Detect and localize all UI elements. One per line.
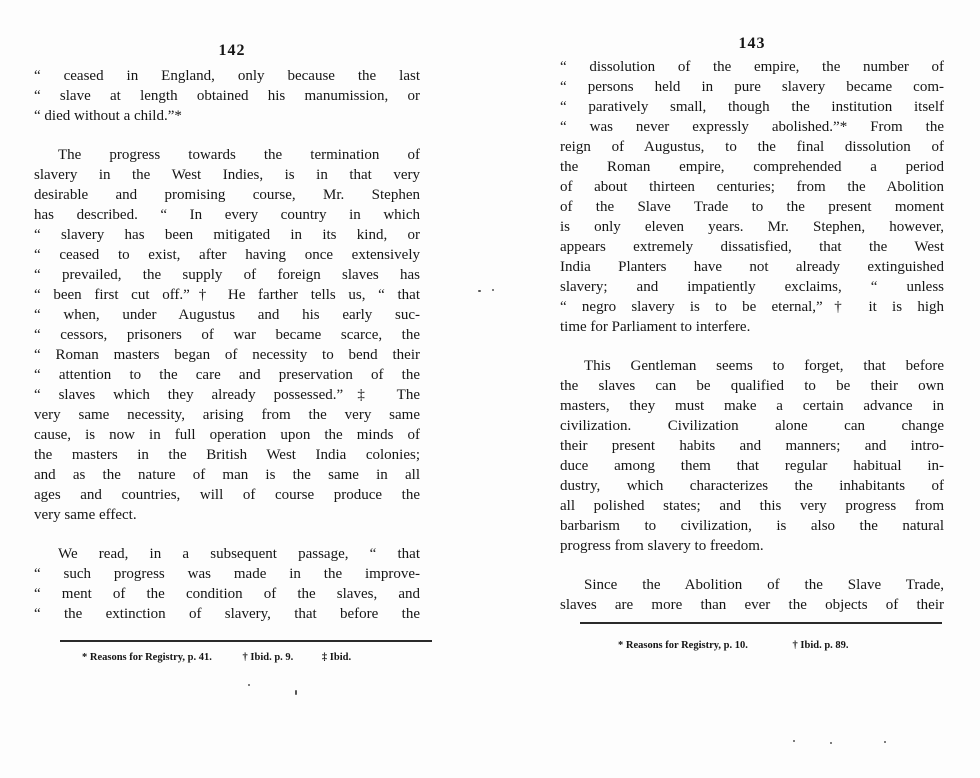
scan-speck bbox=[492, 289, 494, 291]
footnote-rule bbox=[60, 640, 432, 642]
text-line: barbarism to civilization, is also the natural bbox=[560, 518, 944, 534]
paragraph bbox=[560, 57, 944, 337]
text-line: slaves are more than ever the objects of their bbox=[560, 597, 944, 613]
footnote: ‡ Ibid. bbox=[321, 652, 352, 663]
text-line: slavery in the West Indies, is in that very bbox=[34, 167, 420, 183]
scan-speck bbox=[793, 740, 795, 742]
text-line: duce among them that regular habitual in- bbox=[560, 458, 944, 474]
footnote-rule bbox=[580, 622, 942, 624]
text-line: “ dissolution of the empire, the number of bbox=[560, 59, 944, 75]
text-line: “ the extinction of slavery, that before the bbox=[34, 606, 420, 622]
text-line: “ slaves which they already possessed.”‡ The bbox=[34, 387, 420, 403]
text-line: ages and countries, will of course produce the bbox=[34, 487, 420, 503]
text-line: “ was never expressly abolished.”* From the bbox=[560, 119, 944, 135]
text-line: the Roman empire, comprehended a period bbox=[560, 159, 944, 175]
text-line: is only eleven years. Mr. Stephen, however, bbox=[560, 219, 944, 235]
text-line: the masters in the British West India colonies; bbox=[34, 447, 420, 463]
text-line: The progress towards the termination of bbox=[58, 147, 420, 163]
text-line: “ cessors, prisoners of war became scarce, the bbox=[34, 327, 420, 343]
text-line: very same necessity, arising from the very same bbox=[34, 407, 420, 423]
text-line: very same effect. bbox=[34, 507, 137, 523]
scan-speck bbox=[295, 690, 297, 695]
text-line: “ Roman masters began of necessity to bend their bbox=[34, 347, 420, 363]
text-line: This Gentleman seems to forget, that before bbox=[584, 358, 944, 374]
text-line: We read, in a subsequent passage, “ that bbox=[58, 546, 420, 562]
text-line: “ attention to the care and preservation of the bbox=[34, 367, 420, 383]
page-number: 143 bbox=[738, 35, 766, 52]
text-line: appears extremely dissatisfied, that the West bbox=[560, 239, 944, 255]
text-line: “ negro slavery is to be eternal,”† it is high bbox=[560, 299, 944, 315]
text-line: “ died without a child.”* bbox=[34, 108, 182, 124]
scan-speck bbox=[884, 741, 886, 743]
text-line: “ slave at length obtained his manumission, or bbox=[34, 88, 420, 104]
paragraph bbox=[34, 145, 420, 525]
scan-speck bbox=[830, 742, 832, 744]
text-line: “ ment of the condition of the slaves, and bbox=[34, 586, 420, 602]
text-line: time for Parliament to interfere. bbox=[560, 319, 751, 335]
text-line: progress from slavery to freedom. bbox=[560, 538, 764, 554]
text-line: and as the nature of man is the same in all bbox=[34, 467, 420, 483]
text-line: “ such progress was made in the improve- bbox=[34, 566, 420, 582]
text-line: “ when, under Augustus and his early suc- bbox=[34, 307, 420, 323]
text-line: “ paratively small, though the institution itself bbox=[560, 99, 944, 115]
footnote: * Reasons for Registry, p. 41. bbox=[82, 652, 212, 663]
text-line: “ slavery has been mitigated in its kind, or bbox=[34, 227, 420, 243]
text-line: has described. “ In every country in which bbox=[34, 207, 420, 223]
text-line: masters, they must make a certain advance in bbox=[560, 398, 944, 414]
footnotes bbox=[82, 652, 351, 663]
paragraph bbox=[34, 544, 420, 624]
footnote: † Ibid. p. 9. bbox=[242, 652, 294, 663]
text-line: “ been first cut off.”† He farther tells us, “ that bbox=[34, 287, 420, 303]
text-line: “ ceased to exist, after having once extensively bbox=[34, 247, 420, 263]
text-line: the slaves can be qualified to be their own bbox=[560, 378, 944, 394]
footnote: † Ibid. p. 89. bbox=[792, 640, 849, 651]
text-line: all polished states; and this very progress from bbox=[560, 498, 944, 514]
footnote: * Reasons for Registry, p. 10. bbox=[618, 640, 748, 651]
text-line: desirable and promising course, Mr. Stephen bbox=[34, 187, 420, 203]
text-line: cause, is now in full operation upon the minds of bbox=[34, 427, 420, 443]
paragraph bbox=[34, 66, 420, 126]
text-line: slavery; and impatiently exclaims, “ unless bbox=[560, 279, 944, 295]
text-line: their present habits and manners; and intro- bbox=[560, 438, 944, 454]
text-line: Since the Abolition of the Slave Trade, bbox=[584, 577, 944, 593]
paragraph bbox=[560, 575, 944, 615]
text-line: “ ceased in England, only because the last bbox=[34, 68, 420, 84]
text-line: of the Slave Trade to the present moment bbox=[560, 199, 944, 215]
scan-speck bbox=[248, 684, 250, 686]
right-page bbox=[560, 33, 944, 615]
left-page bbox=[34, 40, 420, 624]
paragraph bbox=[560, 356, 944, 556]
text-line: of about thirteen centuries; from the Abolition bbox=[560, 179, 944, 195]
text-line: “ prevailed, the supply of foreign slaves has bbox=[34, 267, 420, 283]
text-line: reign of Augustus, to the final dissolution of bbox=[560, 139, 944, 155]
footnotes bbox=[618, 640, 849, 651]
text-line: India Planters have not already extinguished bbox=[560, 259, 944, 275]
scan-speck bbox=[478, 290, 481, 292]
text-line: civilization. Civilization alone can change bbox=[560, 418, 944, 434]
text-line: “ persons held in pure slavery became com- bbox=[560, 79, 944, 95]
page-number: 142 bbox=[218, 42, 246, 59]
text-line: dustry, which characterizes the inhabitants of bbox=[560, 478, 944, 494]
